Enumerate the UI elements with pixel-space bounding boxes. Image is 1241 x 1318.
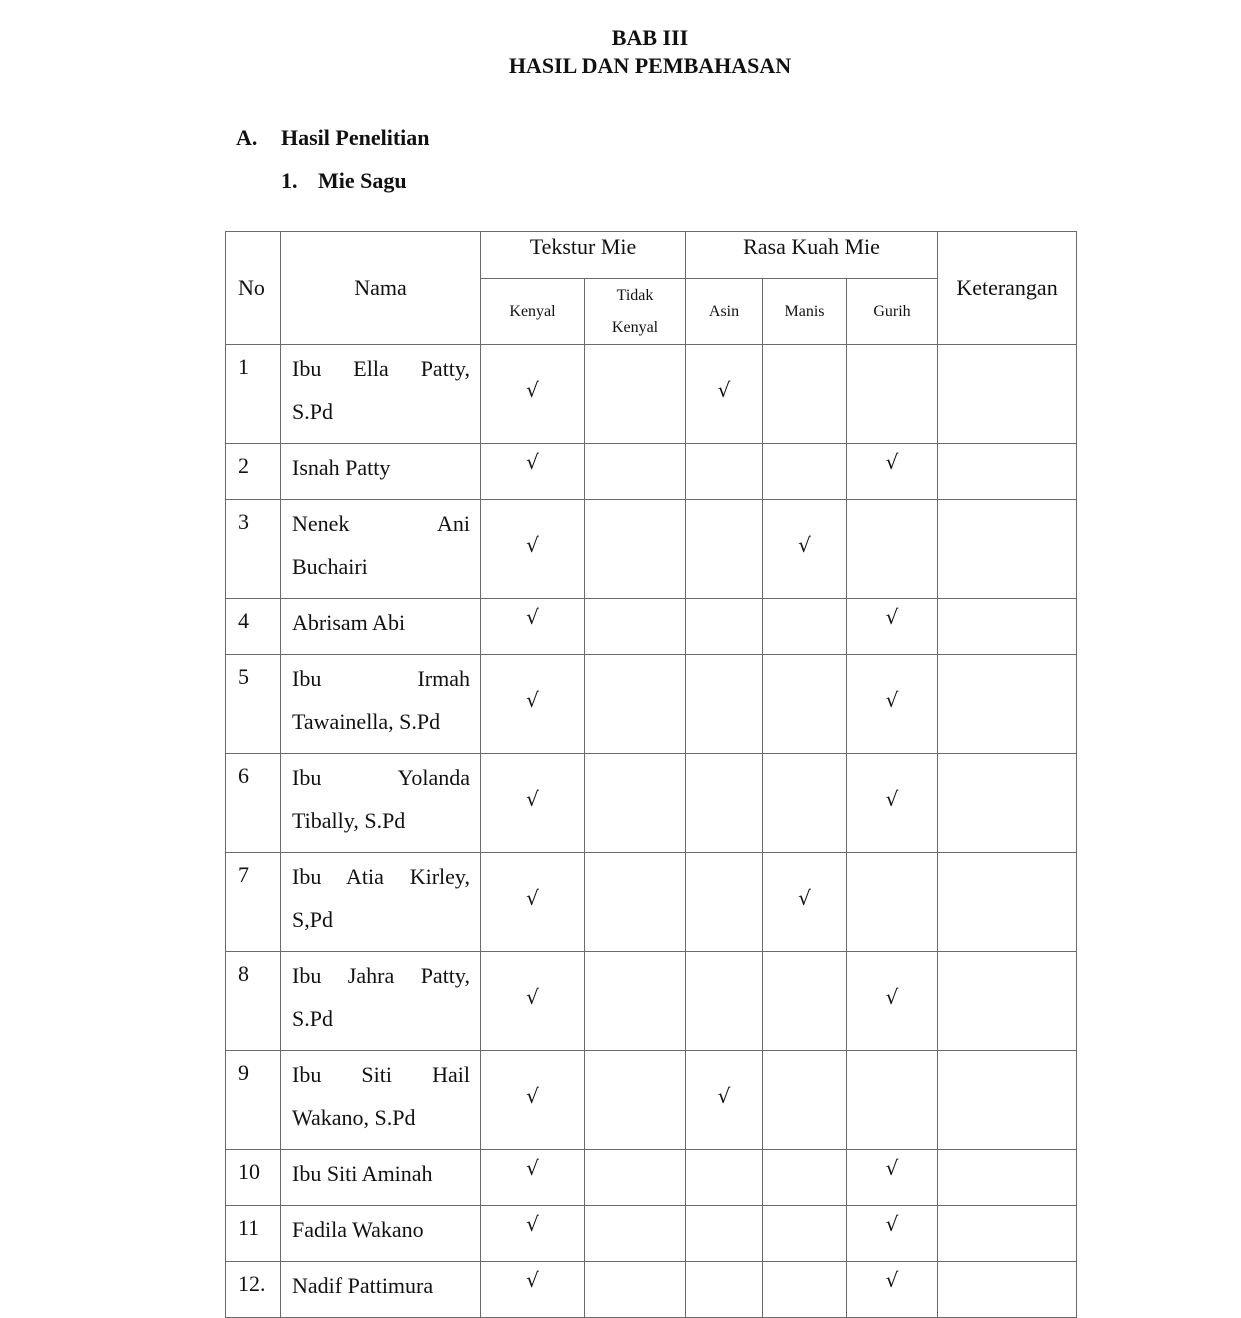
cell-tidak-kenyal xyxy=(585,754,686,853)
table-row xyxy=(226,1206,1077,1262)
results-table xyxy=(225,231,1077,1318)
cell-gurih-checkmark: √ xyxy=(847,444,938,500)
chapter-title: HASIL DAN PEMBAHASAN xyxy=(508,53,792,78)
respondent-name xyxy=(281,1206,481,1262)
cell-kenyal-checkmark: √ xyxy=(481,345,585,444)
header-tidak-kenyal-line2: Kenyal xyxy=(611,318,659,336)
cell-kenyal-checkmark: √ xyxy=(481,1206,585,1262)
cell-tidak-kenyal xyxy=(585,599,686,655)
cell-gurih-checkmark: √ xyxy=(847,655,938,754)
cell-gurih-checkmark: √ xyxy=(847,754,938,853)
cell-gurih-checkmark: √ xyxy=(847,1150,938,1206)
respondent-name-line1: Ibu Atia Kirley, xyxy=(292,864,470,889)
respondent-name-line2: S,Pd xyxy=(292,907,333,932)
cell-asin xyxy=(686,754,763,853)
row-number: 1 xyxy=(226,345,281,444)
respondent-name xyxy=(281,853,481,952)
cell-manis xyxy=(763,1150,847,1206)
header-tidak-kenyal xyxy=(585,279,686,345)
cell-keterangan xyxy=(938,655,1077,754)
header-no: No xyxy=(226,232,281,345)
cell-kenyal-checkmark: √ xyxy=(481,599,585,655)
cell-manis xyxy=(763,1206,847,1262)
subsection-title: Mie Sagu xyxy=(318,168,407,193)
cell-asin xyxy=(686,1206,763,1262)
header-rasa-kuah-mie: Rasa Kuah Mie xyxy=(686,232,938,279)
cell-gurih xyxy=(847,853,938,952)
row-number: 12. xyxy=(226,1262,281,1318)
cell-manis xyxy=(763,952,847,1051)
table-row xyxy=(226,853,1077,952)
cell-keterangan xyxy=(938,1150,1077,1206)
cell-keterangan xyxy=(938,345,1077,444)
cell-tidak-kenyal xyxy=(585,952,686,1051)
respondent-name xyxy=(281,500,481,599)
row-number: 10 xyxy=(226,1150,281,1206)
respondent-name-line1: Ibu Yolanda xyxy=(292,765,470,790)
row-number: 2 xyxy=(226,444,281,500)
table-row xyxy=(226,500,1077,599)
header-manis: Manis xyxy=(763,279,847,345)
cell-tidak-kenyal xyxy=(585,1150,686,1206)
row-number: 11 xyxy=(226,1206,281,1262)
header-keterangan: Keterangan xyxy=(938,232,1077,345)
respondent-name-line1: Nenek Ani xyxy=(292,511,470,536)
cell-tidak-kenyal xyxy=(585,1051,686,1150)
cell-tidak-kenyal xyxy=(585,655,686,754)
respondent-name-line2: Tawainella, S.Pd xyxy=(292,709,441,734)
table-row xyxy=(226,1262,1077,1318)
cell-tidak-kenyal xyxy=(585,345,686,444)
cell-kenyal-checkmark: √ xyxy=(481,500,585,599)
respondent-name xyxy=(281,599,481,655)
respondent-name xyxy=(281,1051,481,1150)
respondent-name-line1: Ibu Jahra Patty, xyxy=(292,963,470,988)
respondent-name-line1: Ibu Siti Aminah xyxy=(292,1161,433,1186)
header-gurih: Gurih xyxy=(847,279,938,345)
cell-keterangan xyxy=(938,754,1077,853)
row-number: 8 xyxy=(226,952,281,1051)
cell-kenyal-checkmark: √ xyxy=(481,1262,585,1318)
row-number: 3 xyxy=(226,500,281,599)
respondent-name-line1: Ibu Siti Hail xyxy=(292,1062,470,1087)
cell-tidak-kenyal xyxy=(585,853,686,952)
table-row xyxy=(226,952,1077,1051)
cell-tidak-kenyal xyxy=(585,1206,686,1262)
cell-manis-checkmark: √ xyxy=(763,853,847,952)
row-number: 7 xyxy=(226,853,281,952)
cell-gurih-checkmark: √ xyxy=(847,1206,938,1262)
respondent-name-line1: Ibu Ella Patty, xyxy=(292,356,470,381)
cell-gurih-checkmark: √ xyxy=(847,952,938,1051)
respondent-name-line2: S.Pd xyxy=(292,399,333,424)
cell-asin-checkmark: √ xyxy=(686,1051,763,1150)
respondent-name xyxy=(281,444,481,500)
respondent-name-line1: Ibu Irmah xyxy=(292,666,470,691)
cell-manis xyxy=(763,655,847,754)
cell-manis xyxy=(763,1262,847,1318)
cell-asin xyxy=(686,500,763,599)
cell-kenyal-checkmark: √ xyxy=(481,444,585,500)
cell-kenyal-checkmark: √ xyxy=(481,853,585,952)
row-number: 4 xyxy=(226,599,281,655)
cell-asin xyxy=(686,655,763,754)
cell-keterangan xyxy=(938,1206,1077,1262)
cell-gurih xyxy=(847,500,938,599)
subsection-marker: 1. xyxy=(281,168,298,193)
table-row xyxy=(226,754,1077,853)
cell-manis xyxy=(763,345,847,444)
respondent-name xyxy=(281,754,481,853)
respondent-name-line1: Abrisam Abi xyxy=(292,610,406,635)
header-tidak-kenyal-line1: Tidak xyxy=(616,286,654,304)
cell-kenyal-checkmark: √ xyxy=(481,1150,585,1206)
respondent-name xyxy=(281,1262,481,1318)
cell-asin-checkmark: √ xyxy=(686,345,763,444)
section-marker: A. xyxy=(236,125,258,150)
table-row xyxy=(226,1150,1077,1206)
header-asin: Asin xyxy=(686,279,763,345)
cell-keterangan xyxy=(938,599,1077,655)
table-row xyxy=(226,1051,1077,1150)
cell-manis xyxy=(763,1051,847,1150)
cell-keterangan xyxy=(938,1051,1077,1150)
cell-asin xyxy=(686,599,763,655)
cell-kenyal-checkmark: √ xyxy=(481,1051,585,1150)
table-row xyxy=(226,345,1077,444)
cell-tidak-kenyal xyxy=(585,444,686,500)
cell-asin xyxy=(686,1262,763,1318)
respondent-name xyxy=(281,952,481,1051)
cell-gurih-checkmark: √ xyxy=(847,599,938,655)
cell-tidak-kenyal xyxy=(585,1262,686,1318)
cell-kenyal-checkmark: √ xyxy=(481,655,585,754)
cell-manis xyxy=(763,444,847,500)
cell-tidak-kenyal xyxy=(585,500,686,599)
respondent-name-line2: Wakano, S.Pd xyxy=(292,1105,416,1130)
row-number: 9 xyxy=(226,1051,281,1150)
table-row xyxy=(226,655,1077,754)
table-row xyxy=(226,599,1077,655)
respondent-name-line1: Isnah Patty xyxy=(292,455,391,480)
header-kenyal: Kenyal xyxy=(481,279,585,345)
cell-keterangan xyxy=(938,1262,1077,1318)
cell-asin xyxy=(686,1150,763,1206)
table-row xyxy=(226,444,1077,500)
section-title: Hasil Penelitian xyxy=(281,125,430,150)
respondent-name-line2: Buchairi xyxy=(292,554,368,579)
cell-keterangan xyxy=(938,500,1077,599)
cell-gurih-checkmark: √ xyxy=(847,1262,938,1318)
cell-keterangan xyxy=(938,952,1077,1051)
cell-gurih xyxy=(847,1051,938,1150)
respondent-name-line2: S.Pd xyxy=(292,1006,333,1031)
respondent-name-line1: Fadila Wakano xyxy=(292,1217,424,1242)
respondent-name xyxy=(281,345,481,444)
respondent-name-line2: Tibally, S.Pd xyxy=(292,808,406,833)
cell-keterangan xyxy=(938,853,1077,952)
cell-keterangan xyxy=(938,444,1077,500)
header-tekstur-mie: Tekstur Mie xyxy=(481,232,686,279)
cell-manis-checkmark: √ xyxy=(763,500,847,599)
cell-kenyal-checkmark: √ xyxy=(481,754,585,853)
respondent-name xyxy=(281,655,481,754)
cell-gurih xyxy=(847,345,938,444)
respondent-name-line1: Nadif Pattimura xyxy=(292,1273,434,1298)
cell-asin xyxy=(686,444,763,500)
row-number: 6 xyxy=(226,754,281,853)
cell-manis xyxy=(763,599,847,655)
cell-kenyal-checkmark: √ xyxy=(481,952,585,1051)
cell-asin xyxy=(686,952,763,1051)
chapter-number: BAB III xyxy=(611,25,689,50)
respondent-name xyxy=(281,1150,481,1206)
row-number: 5 xyxy=(226,655,281,754)
cell-asin xyxy=(686,853,763,952)
cell-manis xyxy=(763,754,847,853)
header-nama: Nama xyxy=(281,232,481,345)
